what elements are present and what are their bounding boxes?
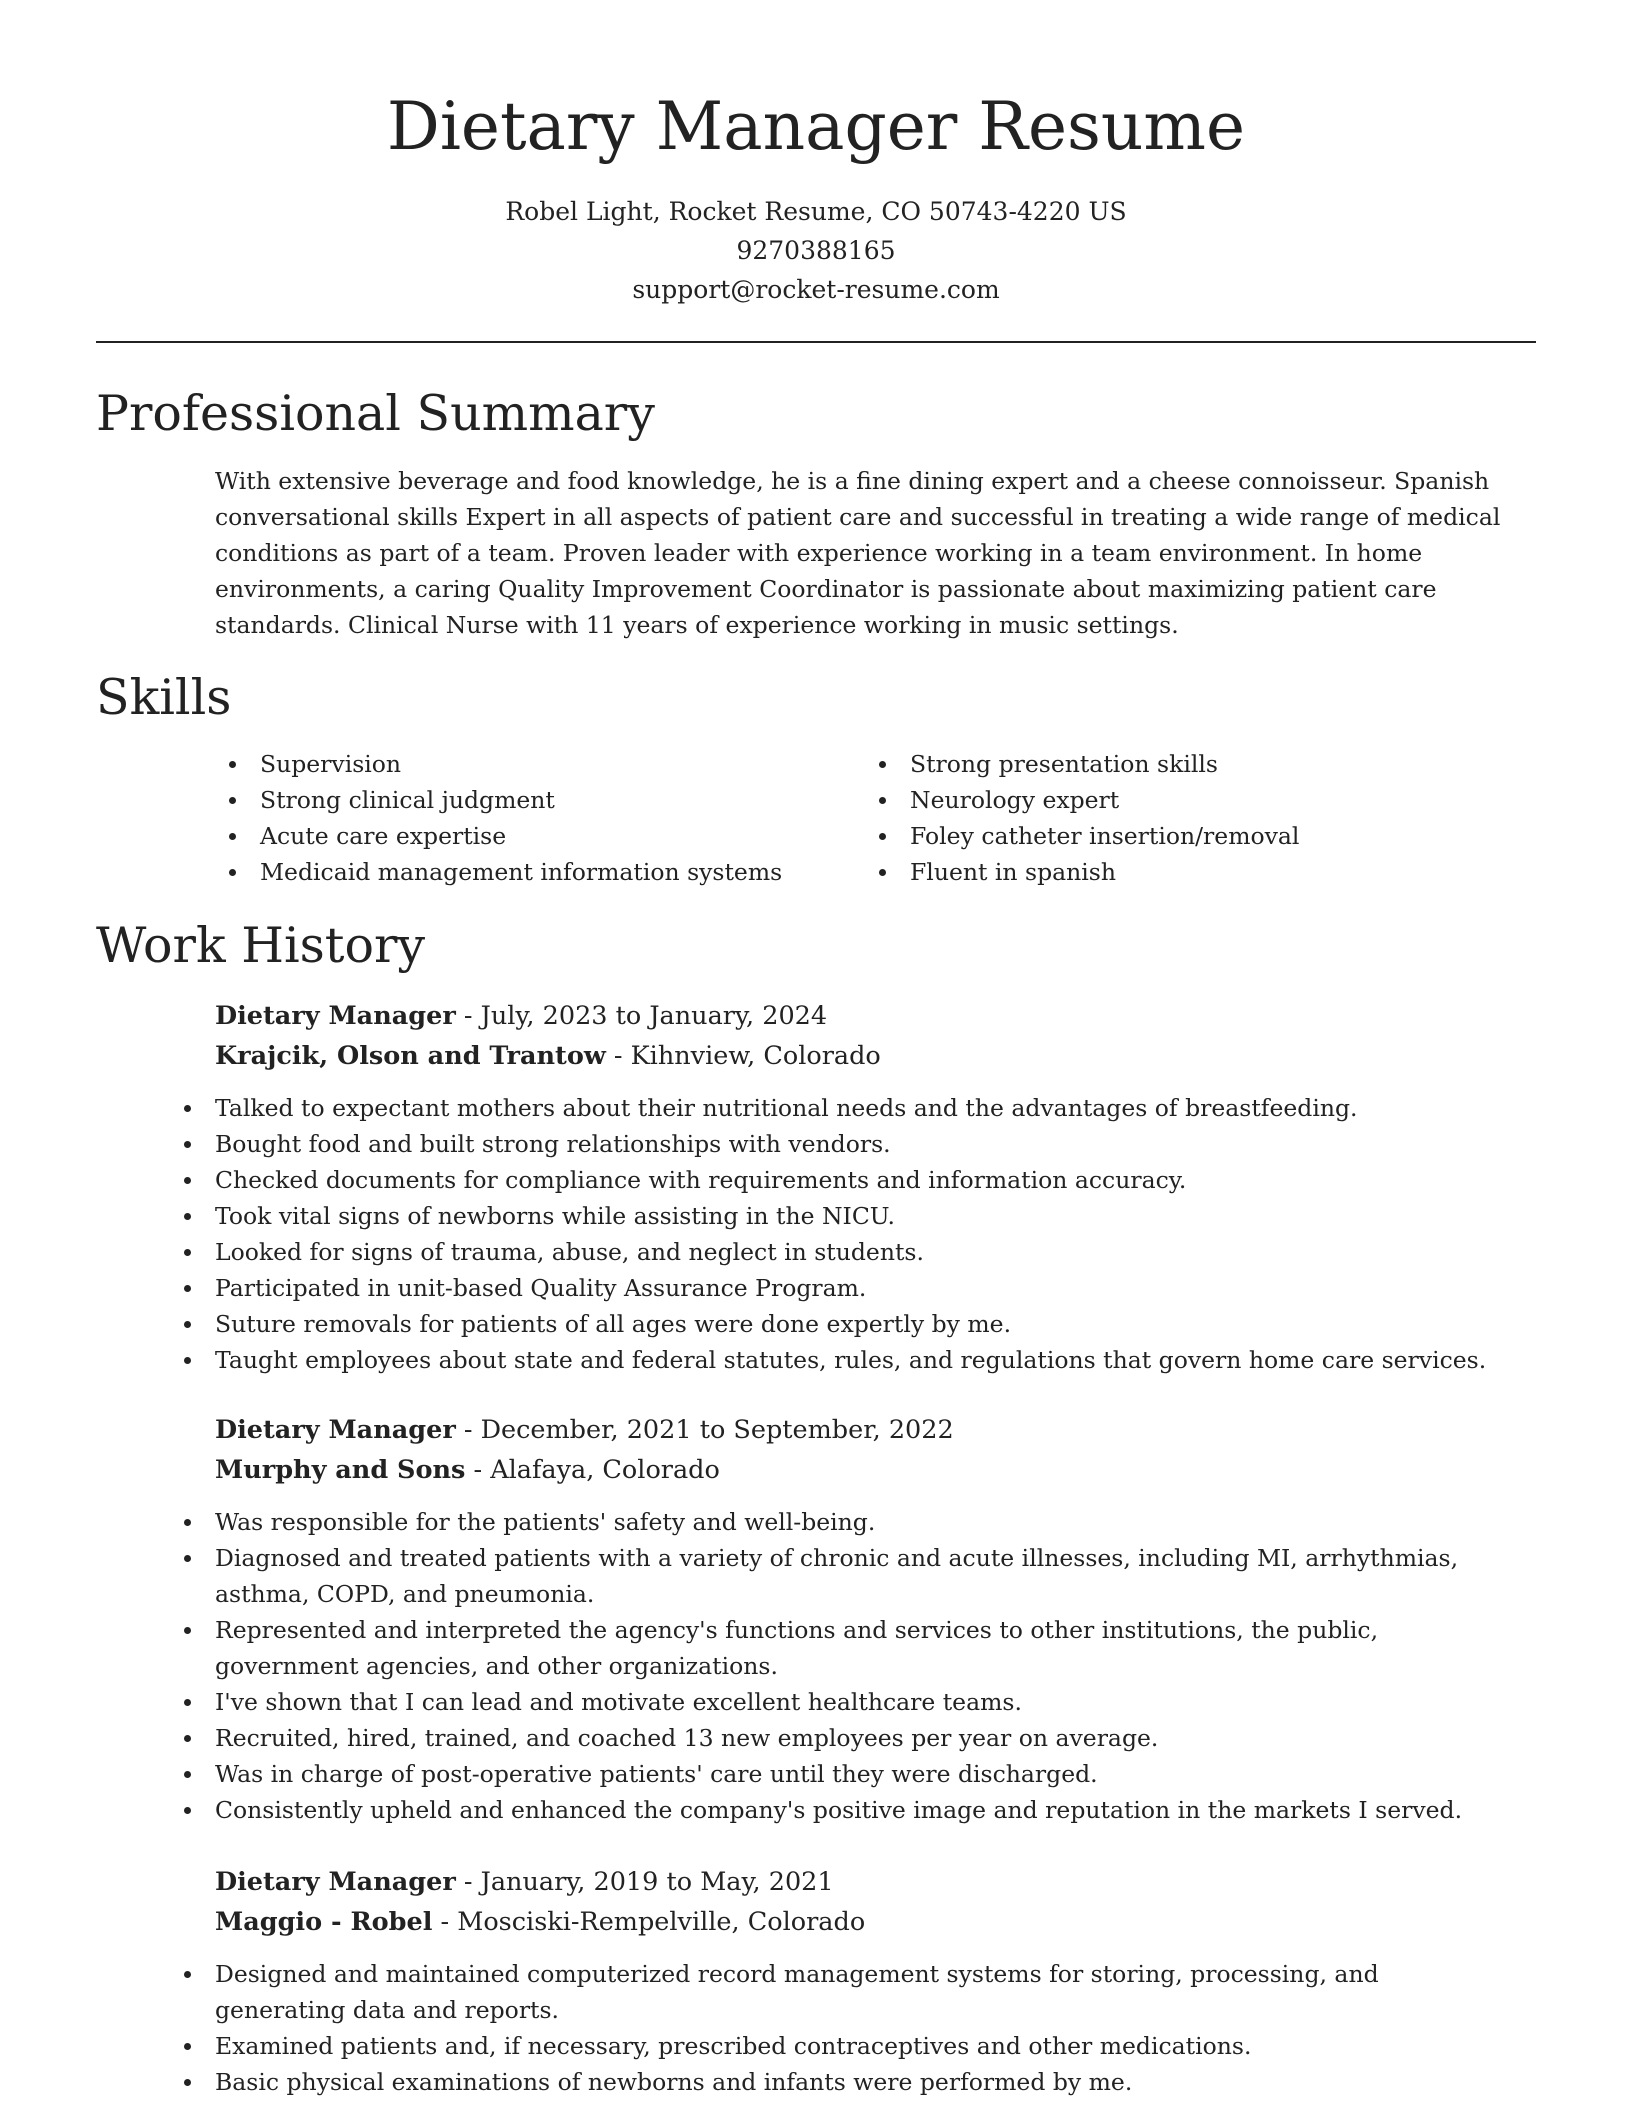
- job-duties-list: [170, 1956, 1490, 2100]
- skills-list-left: [215, 746, 855, 890]
- job-title-line: Dietary Manager - December, 2021 to September, 2022: [215, 1415, 954, 1445]
- job-dates: December, 2021 to September, 2022: [480, 1415, 954, 1445]
- job-company: Maggio - Robel: [215, 1907, 433, 1937]
- skills-list-right: [865, 746, 1505, 890]
- contact-block: [0, 192, 1632, 309]
- skill-item: Fluent in spanish: [865, 854, 1505, 890]
- job-duty-item: Took vital signs of newborns while assisting in the NICU.: [170, 1198, 1490, 1234]
- skill-item: Acute care expertise: [215, 818, 855, 854]
- job-company-line: Krajcik, Olson and Trantow - Kihnview, Colorado: [215, 1041, 881, 1071]
- job-title: Dietary Manager: [215, 1001, 456, 1031]
- skill-item: Strong clinical judgment: [215, 782, 855, 818]
- job-title-line: Dietary Manager - January, 2019 to May, 2021: [215, 1867, 834, 1897]
- skill-item: Medicaid management information systems: [215, 854, 855, 890]
- skills-heading: Skills: [96, 669, 232, 726]
- job-duty-item: Consistently upheld and enhanced the company's positive image and reputation in the markets I served.: [170, 1792, 1490, 1828]
- job-company-line: Maggio - Robel - Mosciski-Rempelville, Colorado: [215, 1907, 866, 1937]
- job-duty-item: Diagnosed and treated patients with a variety of chronic and acute illnesses, including MI, arrhythmias, asthma, COPD, and pneumonia.: [170, 1540, 1490, 1612]
- job-entry: [215, 1862, 1535, 2100]
- job-duty-item: Participated in unit-based Quality Assurance Program.: [170, 1270, 1490, 1306]
- work-history-heading: Work History: [96, 917, 426, 974]
- summary-text: With extensive beverage and food knowledge, he is a fine dining expert and a cheese connoisseur. Spanish conversational skills Expert in all aspects of patient care and successful in treating a wide range of medical conditions as part of a team. Proven leader with experience working in a team environment. In home environments, a caring Quality Improvement Coordinator is passionate about maximizing patient care standards. Clinical Nurse with 11 years of experience working in music settings.: [215, 467, 1501, 639]
- job-location: Kihnview, Colorado: [630, 1041, 881, 1071]
- job-duty-item: Designed and maintained computerized record management systems for storing, processing, and generating data and reports.: [170, 1956, 1490, 2028]
- contact-email: support@rocket-resume.com: [632, 275, 1000, 304]
- job-duties-list: [170, 1090, 1490, 1378]
- job-entry: [215, 996, 1535, 1378]
- skill-item: Strong presentation skills: [865, 746, 1505, 782]
- job-company-line: Murphy and Sons - Alafaya, Colorado: [215, 1455, 720, 1485]
- job-entry: [215, 1410, 1535, 1828]
- job-duty-item: Talked to expectant mothers about their nutritional needs and the advantages of breastfeeding.: [170, 1090, 1490, 1126]
- job-location: Mosciski-Rempelville, Colorado: [457, 1907, 866, 1937]
- job-duty-item: Was responsible for the patients' safety and well-being.: [170, 1504, 1490, 1540]
- job-duty-item: I've shown that I can lead and motivate excellent healthcare teams.: [170, 1684, 1490, 1720]
- job-duty-item: Basic physical examinations of newborns and infants were performed by me.: [170, 2064, 1490, 2100]
- job-duty-item: Checked documents for compliance with requirements and information accuracy.: [170, 1162, 1490, 1198]
- job-company: Murphy and Sons: [215, 1455, 466, 1485]
- job-dates: January, 2019 to May, 2021: [480, 1867, 834, 1897]
- job-duty-item: Suture removals for patients of all ages were done expertly by me.: [170, 1306, 1490, 1342]
- job-dates: July, 2023 to January, 2024: [480, 1001, 828, 1031]
- job-duties-list: [170, 1504, 1490, 1828]
- job-location: Alafaya, Colorado: [490, 1455, 720, 1485]
- job-duty-item: Was in charge of post-operative patients' care until they were discharged.: [170, 1756, 1490, 1792]
- job-title: Dietary Manager: [215, 1867, 456, 1897]
- job-duty-item: Taught employees about state and federal statutes, rules, and regulations that govern home care services.: [170, 1342, 1490, 1378]
- job-duty-item: Recruited, hired, trained, and coached 13 new employees per year on average.: [170, 1720, 1490, 1756]
- job-title: Dietary Manager: [215, 1415, 456, 1445]
- contact-address: Robel Light, Rocket Resume, CO 50743-4220 US: [505, 197, 1127, 226]
- job-duty-item: Looked for signs of trauma, abuse, and neglect in students.: [170, 1234, 1490, 1270]
- header-divider: [96, 341, 1536, 343]
- job-duty-item: Bought food and built strong relationships with vendors.: [170, 1126, 1490, 1162]
- job-duty-item: Examined patients and, if necessary, prescribed contraceptives and other medications.: [170, 2028, 1490, 2064]
- job-title-line: Dietary Manager - July, 2023 to January, 2024: [215, 1001, 828, 1031]
- summary-heading: Professional Summary: [96, 385, 655, 442]
- job-company: Krajcik, Olson and Trantow: [215, 1041, 606, 1071]
- contact-phone: 9270388165: [736, 236, 896, 265]
- resume-title: Dietary Manager Resume: [386, 88, 1246, 165]
- skill-item: Supervision: [215, 746, 855, 782]
- skill-item: Foley catheter insertion/removal: [865, 818, 1505, 854]
- job-duty-item: Represented and interpreted the agency's functions and services to other institutions, the public, government agencies, and other organizations.: [170, 1612, 1490, 1684]
- skill-item: Neurology expert: [865, 782, 1505, 818]
